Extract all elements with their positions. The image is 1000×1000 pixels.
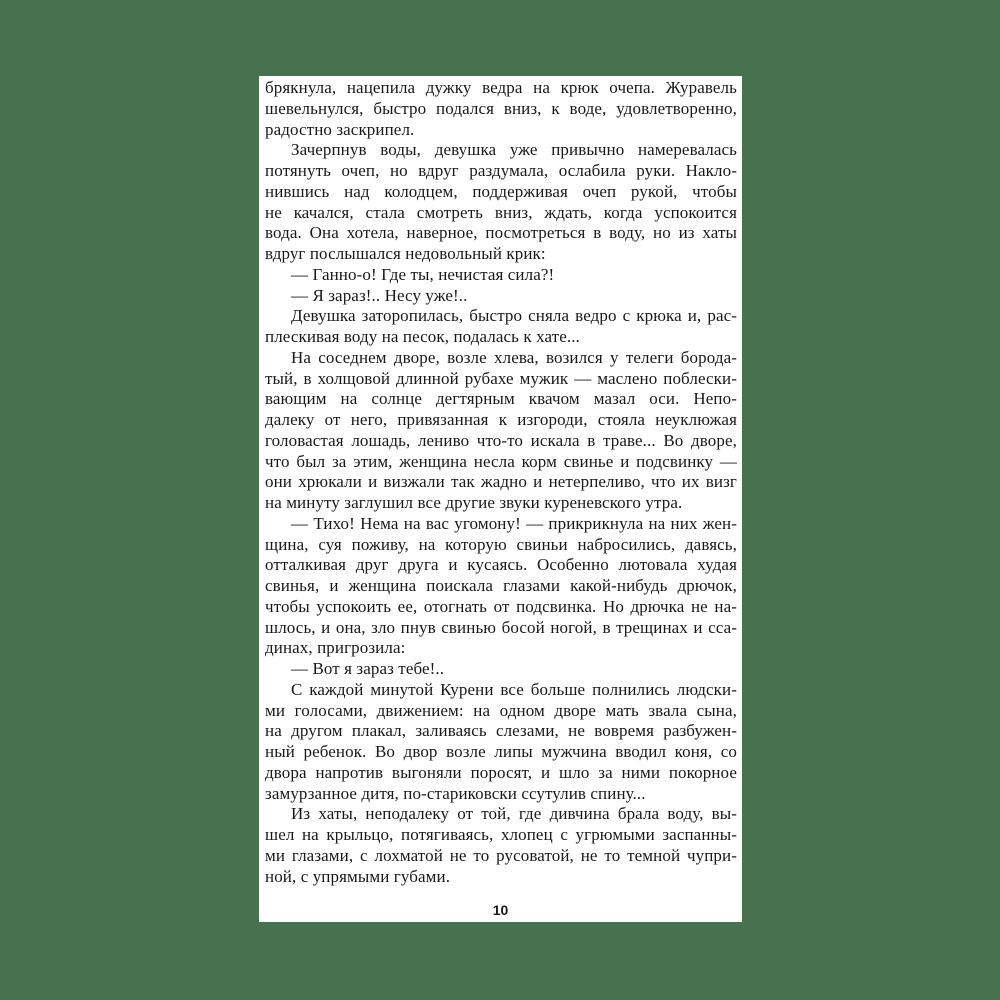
text-line: Из хаты, неподалеку от той, где дивчина брала воду, вы- (291, 804, 737, 824)
text-line: головастая лошадь, лениво что-то искала в траве... Во дворе, (265, 430, 737, 450)
text-line: — Я зараз!.. Несу уже!.. (291, 285, 468, 305)
text-line: шлось, и она, зло пнув свинью босой ногой, в трещинах и сса- (265, 617, 737, 637)
text-line: — Вот я зараз тебе!.. (291, 659, 445, 678)
text-line: вдруг послышался недовольный крик: (265, 244, 546, 263)
text-line: динах, пригрозила: (265, 638, 406, 658)
book-page (259, 76, 742, 922)
text-line: на другом плакал, заливаясь слезами, не вовремя разбужен- (265, 721, 737, 741)
page-number: 10 (492, 902, 509, 918)
page-text (265, 78, 737, 887)
text-line: ный ребенок. Во двор возле липы мужчина вводил коня, со (265, 742, 737, 761)
text-line: замурзанное дитя, по-стариковски ссутулив спину... (265, 783, 646, 803)
text-line: нившись над колодцем, поддерживая очеп рукой, чтобы (265, 181, 737, 201)
text-line: что был за этим, женщина несла корм свинье и подсвинку — (265, 451, 737, 471)
text-line: на минуту заглушил все другие звуки куреневского утра. (265, 493, 683, 512)
text-line: вающим на солнце дегтярным квачом мазал оси. Непо- (265, 389, 737, 409)
text-line: ми голосами, движением: на одном дворе мать звала сына, (265, 700, 737, 720)
text-line: вода. Она хотела, наверное, посмотреться в воду, но из хаты (265, 223, 737, 243)
text-line: щина, суя поживу, на которую свиньи набросились, давясь, (265, 534, 737, 554)
text-line: они хрюкали и визжали так жадно и нетерпеливо, что их визг (265, 472, 737, 492)
text-line: плескивая воду на песок, подалась к хате... (265, 327, 580, 346)
text-line: ной, с упрямыми губами. (265, 866, 451, 886)
text-line: свинья, и женщина поискала глазами какой-нибудь дрючок, (265, 576, 737, 595)
text-line: шел на крыльцо, потягиваясь, хлопец с угрюмыми заспанны- (265, 825, 737, 844)
text-line: отталкивая друг друга и кусаясь. Особенно лютовала худая (265, 555, 737, 575)
text-line: шевельнулся, быстро подался вниз, к воде, удовлетворенно, (265, 98, 737, 118)
text-line: тый, в холщовой длинной рубахе мужик — маслено поблески- (265, 368, 737, 388)
text-line: Зачерпнув воды, девушка уже привычно намеревалась (291, 140, 737, 160)
text-line: ми глазами, с лохматой не то русоватой, не то темной чупри- (265, 845, 737, 865)
text-line: далеку от него, привязанная к изгороди, стояла неуклюжая (265, 410, 737, 429)
text-line: Девушка заторопилась, быстро сняла ведро с крюка и, рас- (291, 306, 737, 326)
text-line: двора напротив выгоняли поросят, и шло за ними покорное (265, 762, 737, 782)
text-line: не качался, стала смотреть вниз, ждать, когда успокоится (265, 202, 737, 222)
text-line: На соседнем дворе, возле хлева, возился у телеги борода- (291, 347, 737, 367)
text-line: радостно заскрипел. (265, 119, 415, 139)
text-line: потянуть очеп, но вдруг раздумала, ослабила руки. Накло- (265, 161, 737, 180)
text-line: С каждой минутой Курени все больше полнились людски- (291, 679, 737, 699)
text-line: брякнула, нацепила дужку ведра на крюк очепа. Журавель (265, 78, 737, 97)
text-line: чтобы успокоить ее, отогнать от подсвинка. Но дрючка не на- (265, 596, 737, 616)
text-line: — Ганно-о! Где ты, нечистая сила?! (291, 264, 555, 284)
text-line: — Тихо! Нема на вас угомону! — прикрикнула на них жен- (291, 513, 737, 533)
